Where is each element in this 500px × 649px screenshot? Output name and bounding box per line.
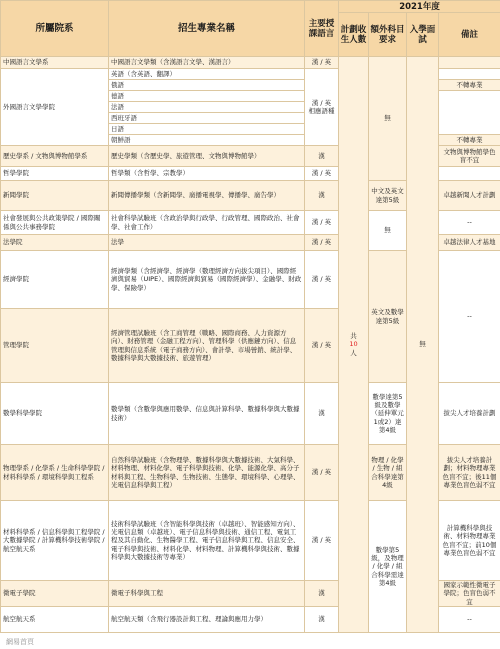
quota-number: 10 [349,340,358,349]
language-cell: 漢 / 英 [305,251,339,309]
major-cell: 社會科學試驗班（含政治學與行政學、行政管理、國際政治、社會學、社會工作） [109,211,305,235]
language-cell: 漢 / 英 [305,445,339,501]
remark-cell: -- [439,251,500,383]
college-cell: 航空航天系 [1,607,109,633]
language-cell: 漢 [305,383,339,445]
college-cell: 社會發展與公共政策學院 / 國際關係與公共事務學院 [1,211,109,235]
major-cell: 法學 [109,235,305,251]
college-cell: 物理學系 / 化學系 / 生命科學學院 / 材料科學系 / 環境科學與工程系 [1,445,109,501]
header-year: 2021年度 [339,1,500,13]
major-cell: 日語 [109,124,305,135]
remark-cell: 計算機科學與技術、材料物理專業色盲不宜；前10個專業色盲色弱不宜 [439,501,500,581]
remark-cell: 不轉專業 [439,135,500,146]
major-cell: 哲學類（含哲學、宗教學） [109,167,305,181]
extra-cell: 無 [369,57,407,181]
quota-prefix: 共 [350,332,357,341]
remark-cell: 拔尖人才培養計劃；材料物理專業色盲不宜；後11個專業色盲色弱不宜 [439,445,500,501]
remark-cell: 卓越法律人才基地 [439,235,500,251]
language-cell: 漢 / 英 [305,501,339,581]
header-interview: 入學面試 [407,13,439,57]
header-remark: 備註 [439,13,500,57]
remark-cell: -- [439,607,500,633]
major-cell: 技術科學試驗班（含智能科學與技術（卓越班）、智能感知方向）、光電信息類（卓越班）、電子信息科學與技術、通信工程、電氣工程及其自動化、生物醫學工程、電子信息科學與工程、信息安全、電子科學與技術、材料化學、材料物理、計算機科學與技術、數據科學與大數據技術等專業） [109,501,305,581]
remark-cell [439,69,500,80]
watermark-label: 網易首頁 [6,638,34,646]
major-cell: 法語 [109,102,305,113]
remark-cell [439,91,500,135]
table-row [1,57,500,69]
remark-cell: 卓越新聞人才計劃 [439,181,500,211]
language-cell: 漢 [305,581,339,607]
remark-cell: -- [439,211,500,235]
college-cell: 經濟學院 [1,251,109,309]
remark-cell: 國家示範性微電子學院；色盲色弱不宜 [439,581,500,607]
college-cell: 中國語言文學系 [1,57,109,69]
language-cell: 漢 / 英 [305,211,339,235]
extra-cell: 數學達第5級及數學（延伸單元1或2）達第4級 [369,383,407,445]
remark-cell: 不轉專業 [439,80,500,91]
quota-suffix: 人 [350,348,357,357]
extra-cell: 數學第5級，及物理 / 化學 / 組合科學需達第4級 [369,501,407,633]
major-cell: 歷史學類（含歷史學、旅遊管理、文物與博物館學） [109,146,305,167]
extra-cell: 英文及數學達第5級 [369,251,407,383]
major-cell: 朝鮮語 [109,135,305,146]
language-cell: 漢 / 英 [305,167,339,181]
header-college: 所屬院系 [1,1,109,57]
major-cell: 德語 [109,91,305,102]
major-cell: 英語（含英語、翻譯） [109,69,305,80]
language-cell: 漢 / 英 [305,309,339,383]
college-cell: 微電子學院 [1,581,109,607]
extra-cell: 中文及英文達第5級 [369,181,407,211]
major-cell: 西班牙語 [109,113,305,124]
college-cell: 新聞學院 [1,181,109,211]
remark-cell: 拔尖人才培養計劃 [439,383,500,445]
major-cell: 新聞傳播學類（含新聞學、廣播電視學、傳播學、廣告學） [109,181,305,211]
college-cell: 歷史學系 / 文物與博物館學系 [1,146,109,167]
major-cell: 數學類（含數學與應用數學、信息與計算科學、數據科學與大數據技術） [109,383,305,445]
major-cell: 微電子科學與工程 [109,581,305,607]
remark-cell [439,167,500,181]
interview-cell: 無 [407,57,439,633]
major-cell: 俄語 [109,80,305,91]
major-cell: 經濟學類（含經濟學、經濟學（數理經濟方向拔尖項目）、國際經濟與貿易（UIPE）、國際經濟與貿易（國際經濟學）、金融學、財政學、保險學） [109,251,305,309]
college-cell: 材料科學系 / 信息科學與工程學院 / 大數據學院 / 計算機科學技術學院 / 航空航天系 [1,501,109,581]
college-cell: 哲學學院 [1,167,109,181]
college-cell: 外國語言文學學院 [1,69,109,146]
language-cell: 漢 / 英 [305,235,339,251]
extra-cell: 物理 / 化學 / 生物 / 組合科學達第4級 [369,445,407,501]
language-cell: 漢 / 英 [305,57,339,69]
language-cell: 漢 / 英 相應語種 [305,69,339,146]
major-cell: 航空航天類（含飛行器設計與工程、理論與應用力學） [109,607,305,633]
major-cell: 經濟管理試驗班（含工商管理（戰略、國際商務、人力資源方向）、財務管理（金融工程方向）、管理科學（供應鏈方向）、信息管理與信息系統（電子商務方向）、會計學、市場營銷、統計學、數據科學與大數據技術、旅遊管理） [109,309,305,383]
major-cell: 中國語言文學類（含漢語言文學、漢語言） [109,57,305,69]
header-language: 主要授課語言 [305,1,339,57]
college-cell: 法學院 [1,235,109,251]
remark-cell [439,57,500,69]
college-cell: 數學科學學院 [1,383,109,445]
quota-cell [339,57,369,633]
language-cell: 漢 [305,607,339,633]
remark-cell: 文物與博物館學色盲不宜 [439,146,500,167]
language-cell: 漢 [305,146,339,167]
college-cell: 管理學院 [1,309,109,383]
header-quota: 計劃收生人數 [339,13,369,57]
major-cell: 自然科學試驗班（含物理學、數據科學與大數據技術、大氣科學、材料物理、材料化學、電子科學與技術、化學、能源化學、高分子材料與工程、生物科學、生物技術、生態學、環境科學、心理學、光電信息科學與工程） [109,445,305,501]
header-extra: 額外科目要求 [369,13,407,57]
extra-cell: 無 [369,211,407,251]
header-major: 招生專業名稱 [109,1,305,57]
language-cell: 漢 [305,181,339,211]
